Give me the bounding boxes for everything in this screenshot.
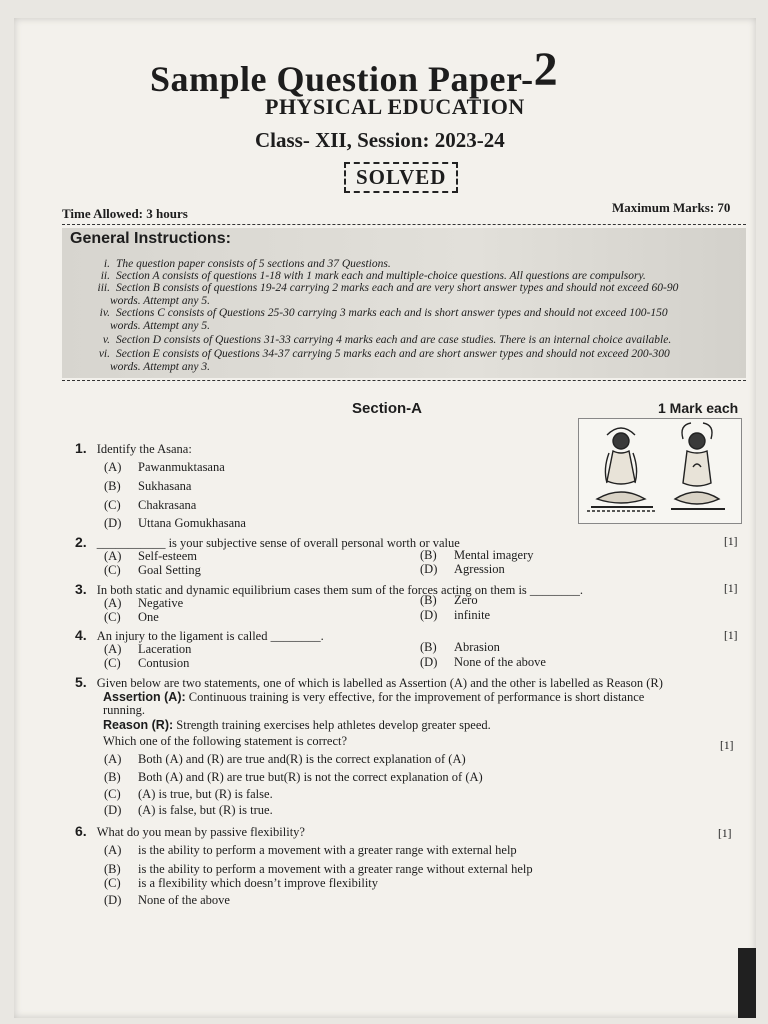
asana-illustration [579,419,741,523]
question-4: 4. An injury to the ligament is called ________. [75,627,324,643]
instruction-item: i. The question paper consists of 5 sections and 37 Questions. [103,258,391,270]
divider-bottom [62,380,746,381]
instructions-title: General Instructions: [70,230,231,247]
q1-option-b: (B) Sukhasana [104,479,192,493]
q6-option-a: (A) is the ability to perform a movement with a greater range with external help [104,843,517,857]
q1-option-a: (A) Pawanmuktasana [104,460,225,474]
instruction-item: vi. Section E consists of Questions 34-37 carrying 5 marks each and are short answer types and should not exceed 200-300 words. Attempt any 3. [98,348,670,373]
q4-mark: [1] [724,630,738,642]
q1-option-c: (C) Chakrasana [104,498,197,512]
q4-option-d: (D) None of the above [420,655,546,669]
divider-top [62,224,746,225]
q5-assertion: Assertion (A): Continuous training is very effective, for the improvement of performance is short distance [103,690,645,704]
solved-badge: SOLVED [344,162,458,193]
asana-figure [578,418,742,524]
q4-option-c: (C) Contusion [104,656,190,670]
instruction-item: v. Section D consists of Questions 31-33 carrying 4 marks each and are case studies. There is an internal choice available. [102,334,672,346]
question-6: 6. What do you mean by passive flexibility? [75,823,305,839]
question-5: 5. Given below are two statements, one of which is labelled as Assertion (A) and the other is labelled as Reason (R) [75,674,663,690]
q6-option-b: (B) is the ability to perform a movement with a greater range without external help [104,862,533,876]
q5-option-b: (B) Both (A) and (R) are true but(R) is not the correct explanation of (A) [104,770,483,784]
q6-option-d: (D) None of the above [104,893,230,907]
q2-option-b: (B) Mental imagery [420,548,534,562]
subject-heading: PHYSICAL EDUCATION [265,94,525,119]
q3-option-a: (A) Negative [104,596,184,610]
marks-each: 1 Mark each [658,400,739,416]
paper-number: 2 [533,43,559,96]
q3-option-d: (D) infinite [420,608,491,622]
question-1: 1. Identify the Asana: [75,440,192,456]
q2-mark: [1] [724,536,738,548]
q3-option-b: (B) Zero [420,593,478,607]
section-title: Section-A [352,400,423,417]
q5-assertion-cont: running. [103,703,146,717]
question-2: 2. ___________ is your subjective sense of overall personal worth or value [75,534,460,550]
q5-ask: Which one of the following statement is correct? [103,734,348,748]
q3-option-c: (C) One [104,610,159,624]
instruction-item: iii. Section B consists of questions 19-24 carrying 2 marks each and are very short answer types and should not exceed 60-90 words. Attempt any 5. [97,282,679,307]
q5-option-a: (A) Both (A) and (R) are true and(R) is the correct explanation of (A) [104,752,466,766]
q4-option-a: (A) Laceration [104,642,192,656]
q5-option-d: (D) (A) is false, but (R) is true. [104,803,273,817]
q5-mark: [1] [720,740,734,752]
q4-option-b: (B) Abrasion [420,640,500,654]
q2-option-a: (A) Self-esteem [104,549,198,563]
q2-option-c: (C) Goal Setting [104,563,201,577]
maximum-marks: Maximum Marks: 70 [612,200,731,215]
q6-mark: [1] [718,828,732,840]
class-session: Class- XII, Session: 2023-24 [255,128,505,152]
page-edge-shadow [738,948,756,1018]
q1-option-d: (D) Uttana Gomukhasana [104,516,246,530]
time-allowed: Time Allowed: 3 hours [62,206,188,221]
paper-title-text: Sample Question Paper- [150,59,534,99]
q5-reason: Reason (R): Strength training exercises help athletes develop greater speed. [103,718,491,732]
instruction-item: ii. Section A consists of questions 1-18 with 1 mark each and multiple-choice questions. All questions are compulsory. [100,270,646,282]
q3-mark: [1] [724,583,738,595]
q2-option-d: (D) Agression [420,562,505,576]
q5-option-c: (C) (A) is true, but (R) is false. [104,787,273,801]
question-3: 3. In both static and dynamic equilibrium cases them sum of the forces acting on them is ________. [75,581,584,597]
q6-option-c: (C) is a flexibility which doesn’t improve flexibility [104,876,379,890]
instruction-item: iv. Sections C consists of Questions 25-30 carrying 3 marks each and is short answer types and should not exceed 100-150 words. Attempt any 5. [99,307,668,332]
